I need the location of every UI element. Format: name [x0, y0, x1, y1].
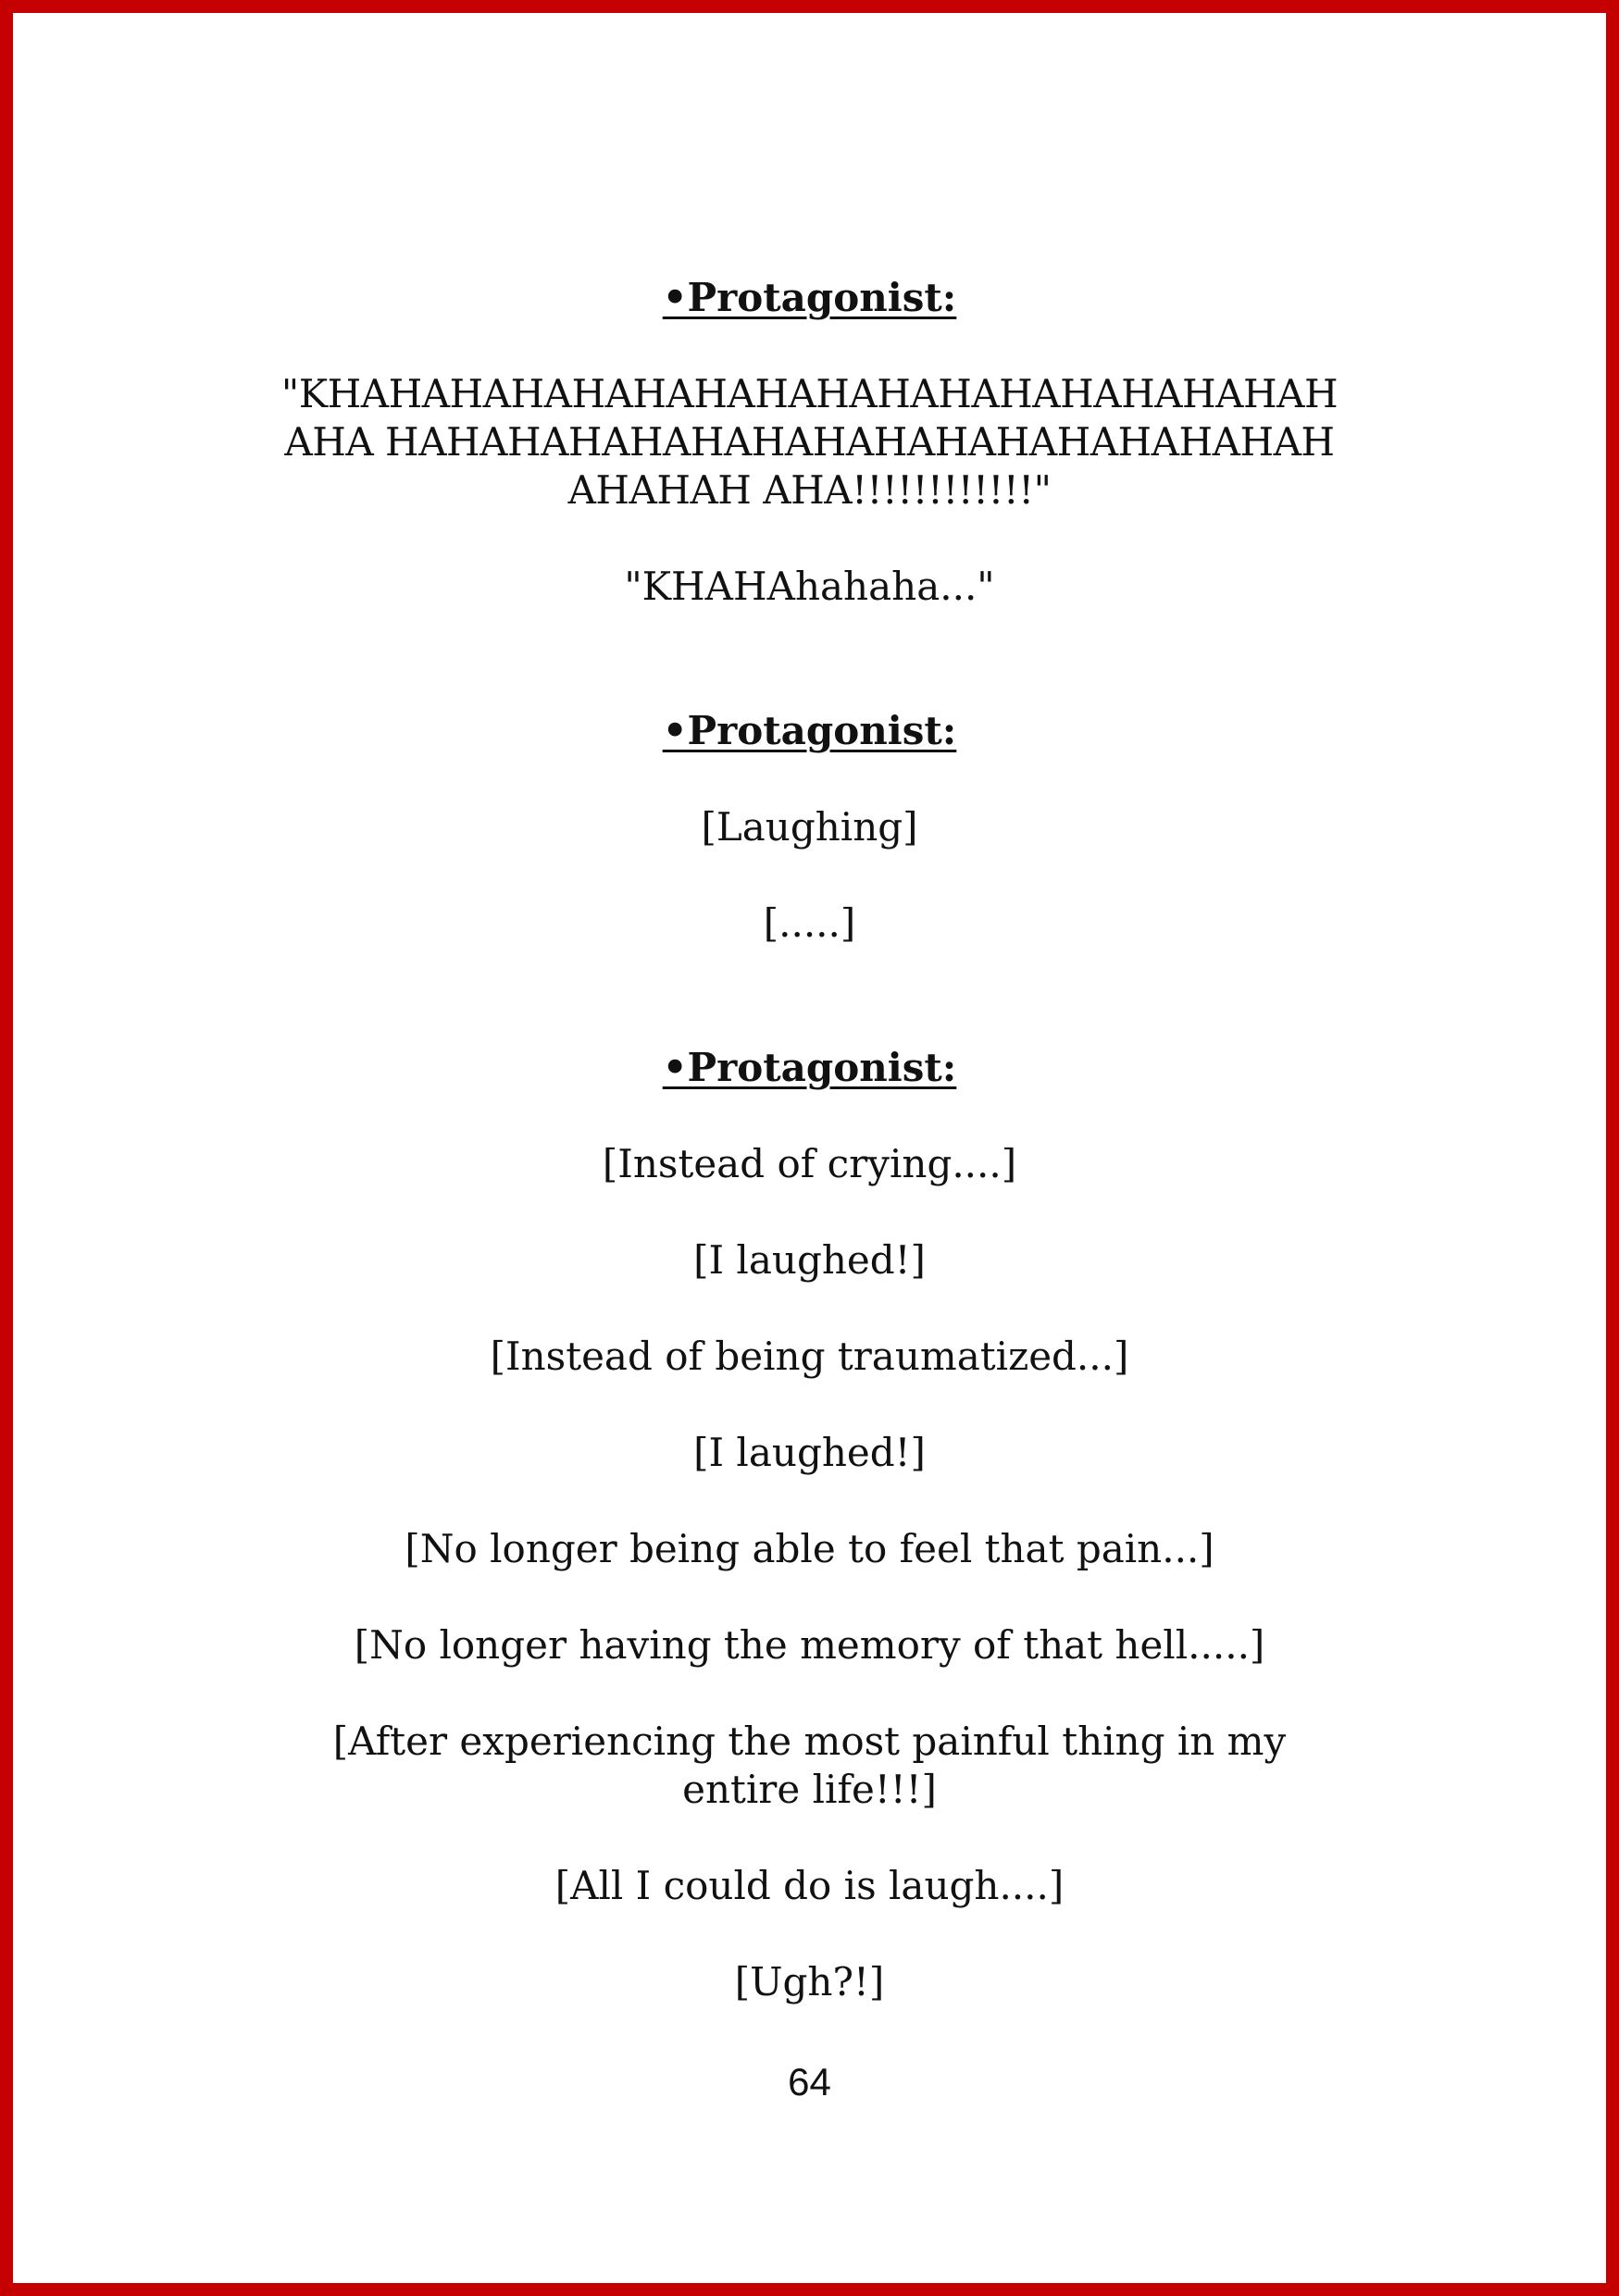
narration-line: [No longer being able to feel that pain...]	[405, 1526, 1214, 1571]
narration-line: [Instead of being traumatized...]	[490, 1334, 1129, 1379]
narration-line: [Instead of crying....]	[602, 1141, 1017, 1186]
speaker-label: •Protagonist:	[662, 708, 957, 753]
dialogue-line: "KHAHAhahaha..."	[624, 564, 995, 609]
narration-line: [I laughed!]	[693, 1430, 926, 1475]
speaker-label: •Protagonist:	[662, 1045, 957, 1090]
narration-line: [I laughed!]	[693, 1237, 926, 1283]
document-body	[278, 274, 1341, 2006]
dialogue-line: [.....]	[763, 900, 856, 946]
dialogue-line: [Laughing]	[701, 804, 918, 850]
narration-line: [After experiencing the most painful thing in my entire life!!!]	[332, 1719, 1287, 1812]
narration-line: [No longer having the memory of that hell.....]	[354, 1622, 1265, 1668]
narration-line: [All I could do is laugh....]	[554, 1863, 1065, 1908]
page-number: 64	[788, 2060, 831, 2104]
narration-line: [Ugh?!]	[734, 1959, 885, 2004]
dialogue-line: "KHAHAHAHAHAHAHAHAHAHAHAHAHAHAHAHAHAHA HAHAHAHAHAHAHAHAHAHAHAHAHAHAHAHAHAHAH AHA!!!!!!!!!!!!"	[280, 371, 1339, 513]
speaker-label: •Protagonist:	[662, 275, 957, 320]
